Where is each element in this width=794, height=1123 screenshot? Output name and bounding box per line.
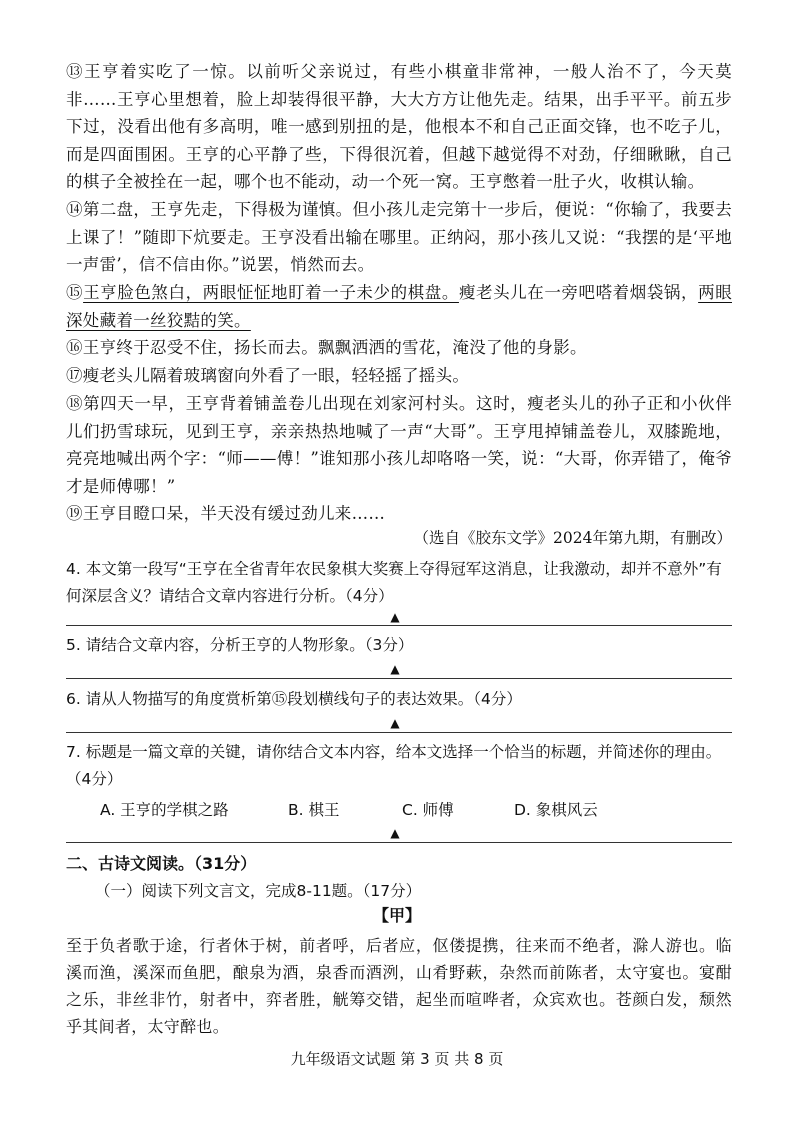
paragraph-15-number: ⑮ (66, 283, 84, 302)
question-5: 5. 请结合文章内容，分析王亨的人物形象。（3分） (66, 636, 414, 654)
section-2-title: 二、古诗文阅读。（31分） (66, 854, 257, 873)
paragraph-15 (66, 279, 732, 334)
paragraph-18: ⑱第四天一早，王亨背着铺盖卷儿出现在刘家河村头。这时，瘦老头儿的孙子正和小伙伴儿们扔雪球玩，见到王亨，亲亲热热地喊了一声“大哥”。王亨甩掉铺盖卷儿，双膝跪地，亮亮地喊出两个字：“师——傅！”谁知那小孩儿却咯咯一笑，说：“大哥，你弄错了，俺爷才是师傅哪！” (66, 394, 732, 496)
underlined-sentence-1: 王亨脸色煞白，两眼怔怔地盯着一子未少的棋盘。 (83, 283, 459, 302)
answer-line-5 (66, 678, 732, 679)
answer-marker-icon: ▲ (390, 826, 400, 840)
answer-marker-icon: ▲ (390, 662, 400, 676)
paragraph-14: ⑭第二盘，王亨先走，下得极为谨慎。但小孩儿走完第十一步后，便说：“你输了，我要去上课了！”随即下炕要走。王亨没看出输在哪里。正纳闷，那小孩儿又说：“我摆的是‘平地一声雷’，信不信由你。”说罢，悄然而去。 (66, 200, 732, 274)
paragraph-16: ⑯王亨终于忍受不住，扬长而去。飘飘洒洒的雪花，淹没了他的身影。 (66, 338, 587, 357)
paragraph-13: ⑬王亨着实吃了一惊。以前听父亲说过，有些小棋童非常神，一般人治不了，今天莫非……王亨心里想着，脸上却装得很平静，大大方方让他先走。结果，出手平平。前五步下过，没看出他有多高明，唯一感到别扭的是，他根本不和自己正面交锋，也不吃子儿，而是四面围困。王亨的心平静了些，下得很沉着，但越下越觉得不对劲，仔细瞅瞅，自己的棋子全被拴在一起，哪个也不能动，动一个死一窝。王亨憋着一肚子火，收棋认输。 (66, 62, 732, 191)
question-7: 7. 标题是一篇文章的关键，请你结合文本内容，给本文选择一个恰当的标题，并简述你的理由。（4分） (66, 743, 722, 788)
question-4: 4. 本文第一段写“王亨在全省青年农民象棋大奖赛上夺得冠军这消息，让我激动，却并不意外”有何深层含义？请结合文章内容进行分析。（4分） (66, 560, 722, 605)
page-footer: 九年级语文试题 第 3 页 共 8 页 (290, 1050, 504, 1068)
passage-jia-label: 【甲】 (372, 906, 421, 925)
classical-passage: 至于负者歌于途，行者休于树，前者呼，后者应，伛偻提携，往来而不绝者，滁人游也。临溪而渔，溪深而鱼肥，酿泉为酒，泉香而酒洌，山肴野蔌，杂然而前陈者，太守宴也。宴酣之乐，非丝非竹，射者中，弈者胜，觥筹交错，起坐而喧哗者，众宾欢也。苍颜白发，颓然乎其间者，太守醉也。 (66, 936, 732, 1036)
option-d: D. 象棋风云 (514, 801, 598, 819)
question-6: 6. 请从人物描写的角度赏析第⑮段划横线句子的表达效果。（4分） (66, 690, 522, 708)
section-2-subtitle: （一）阅读下列文言文，完成8-11题。（17分） (95, 882, 422, 900)
option-b: B. 棋王 (288, 801, 340, 819)
answer-marker-icon: ▲ (390, 610, 400, 624)
answer-line-4 (66, 625, 732, 626)
answer-marker-icon: ▲ (390, 716, 400, 730)
answer-line-7 (66, 842, 732, 843)
paragraph-17: ⑰瘦老头儿隔着玻璃窗向外看了一眼，轻轻摇了摇头。 (66, 366, 470, 385)
paragraph-19: ⑲王亨目瞪口呆，半天没有缓过劲儿来…… (66, 504, 386, 523)
option-a: A. 王亨的学棋之路 (100, 801, 229, 819)
answer-line-6 (66, 732, 732, 733)
option-c: C. 师傅 (402, 801, 454, 819)
paragraph-15-middle: 瘦老头儿在一旁吧嗒着烟袋锅， (458, 283, 699, 302)
source-citation: （选自《胶东文学》2024年第九期，有删改） (413, 529, 732, 547)
underlined-sentence-2: 两眼深处藏着一丝狡黠的笑。 (66, 283, 732, 330)
